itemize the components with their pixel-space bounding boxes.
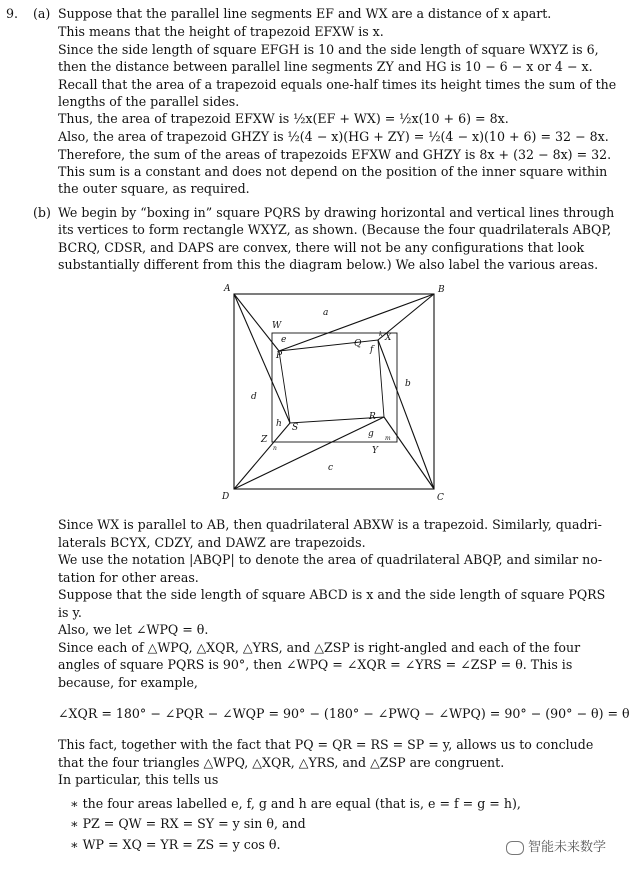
- part-b-body-line: angles of square PQRS is 90°, then ∠WPQ = ∠XQR = ∠YRS = ∠ZSP = θ. This is: [58, 657, 573, 672]
- part-b-body-line: Also, we let ∠WPQ = θ.: [58, 622, 209, 637]
- problem-number: 9.: [6, 6, 19, 21]
- part-b-intro-line: its vertices to form rectangle WXYZ, as shown. (Because the four quadrilaterals ABQP,: [58, 222, 612, 237]
- label-D: D: [222, 492, 230, 502]
- part-a-line: Also, the area of trapezoid GHZY is ½(4 − x)(HG + ZY) = ½(4 − x)(10 + 6) = 32 − 8x.: [58, 129, 609, 144]
- watermark: [506, 836, 606, 855]
- square-pqrs: [279, 340, 384, 423]
- label-S: S: [292, 423, 299, 433]
- part-b-body-line: We use the notation |ABQP| to denote the area of quadrilateral ABQP, and similar no-: [58, 552, 603, 567]
- part-b-body-line: because, for example,: [58, 675, 198, 690]
- part-a-line: Suppose that the parallel line segments EF and WX are a distance of x apart.: [58, 6, 552, 21]
- label-d: d: [251, 392, 257, 402]
- label-Y: Y: [372, 446, 378, 456]
- watermark-text: 智能未来数学: [528, 840, 607, 855]
- label-B: B: [438, 285, 445, 295]
- conclusion-line: that the four triangles △WPQ, △XQR, △YRS, and △ZSP are congruent.: [58, 755, 505, 770]
- part-a-line: Therefore, the sum of the areas of trapezoids EFXW and GHZY is 8x + (32 − 8x) = 32.: [58, 147, 612, 162]
- part-b-body-line: Since WX is parallel to AB, then quadrilateral ABXW is a trapezoid. Similarly, quadri-: [58, 517, 602, 532]
- bullet-item: ∗ WP = XQ = YR = ZS = y cos θ.: [70, 837, 281, 852]
- label-W: W: [272, 321, 282, 331]
- label-A: A: [224, 284, 231, 294]
- bullet-item: ∗ the four areas labelled e, f, g and h are equal (that is, e = f = g = h),: [70, 796, 521, 811]
- part-a-line: Recall that the area of a trapezoid equals one-half times its height times the sum of the: [58, 77, 617, 92]
- part-a-line: This sum is a constant and does not depend on the position of the inner square within: [58, 164, 608, 179]
- part-b-intro-line: substantially different from this the diagram below.) We also label the various areas.: [58, 257, 599, 272]
- part-b-body-line: laterals BCYX, CDZY, and DAWZ are trapezoids.: [58, 535, 366, 550]
- part-b-label: (b): [33, 205, 51, 220]
- part-b-body-line: tation for other areas.: [58, 570, 199, 585]
- line-c-q: [378, 340, 434, 489]
- label-Q: Q: [354, 339, 362, 349]
- part-a-label: (a): [33, 6, 51, 21]
- bullet-item: ∗ PZ = QW = RX = SY = y sin θ, and: [70, 816, 306, 831]
- conclusion-line: In particular, this tells us: [58, 772, 219, 787]
- square-abcd: [234, 294, 434, 489]
- line-d-s: [234, 423, 290, 489]
- label-C: C: [437, 493, 444, 503]
- part-a-line: lengths of the parallel sides.: [58, 94, 240, 109]
- label-f: f: [370, 345, 374, 355]
- label-Z: Z: [261, 435, 268, 445]
- wechat-icon: [506, 841, 524, 855]
- line-d-r: [234, 417, 384, 489]
- part-b-intro-line: BCRQ, CDSR, and DAPS are convex, there will not be any configurations that look: [58, 240, 585, 255]
- label-g: g: [368, 429, 374, 439]
- conclusion-line: This fact, together with the fact that PQ = QR = RS = SP = y, allows us to conclude: [58, 737, 594, 752]
- line-c-r: [384, 417, 434, 489]
- label-c: c: [328, 463, 334, 473]
- display-equation: ∠XQR = 180° − ∠PQR − ∠WQP = 90° − (180° − ∠PWQ − ∠WPQ) = 90° − (90° − θ) = θ: [58, 706, 630, 721]
- geometry-diagram: [215, 280, 450, 505]
- part-a-line: This means that the height of trapezoid EFXW is x.: [58, 24, 384, 39]
- part-a-line: the outer square, as required.: [58, 181, 250, 196]
- part-a-line: Thus, the area of trapezoid EFXW is ½x(EF + WX) = ½x(10 + 6) = 8x.: [58, 111, 509, 126]
- label-m: m: [385, 435, 391, 442]
- label-n: n: [273, 445, 277, 452]
- part-a-line: then the distance between parallel line segments ZY and HG is 10 − 6 − x or 4 − x.: [58, 59, 593, 74]
- label-X: X: [385, 333, 392, 343]
- label-b: b: [405, 379, 411, 389]
- part-b-body-line: is y.: [58, 605, 82, 620]
- label-h: h: [276, 419, 282, 429]
- label-P: P: [276, 351, 283, 361]
- part-b-body-line: Since each of △WPQ, △XQR, △YRS, and △ZSP is right-angled and each of the four: [58, 640, 581, 655]
- label-a: a: [323, 308, 329, 318]
- part-a-line: Since the side length of square EFGH is 10 and the side length of square WXYZ is 6,: [58, 42, 599, 57]
- part-b-body-line: Suppose that the side length of square ABCD is x and the side length of square PQRS: [58, 587, 606, 602]
- label-e: e: [281, 335, 287, 345]
- label-R: R: [369, 412, 376, 422]
- part-b-intro-line: We begin by “boxing in” square PQRS by drawing horizontal and vertical lines through: [58, 205, 615, 220]
- label-k: k: [379, 331, 383, 338]
